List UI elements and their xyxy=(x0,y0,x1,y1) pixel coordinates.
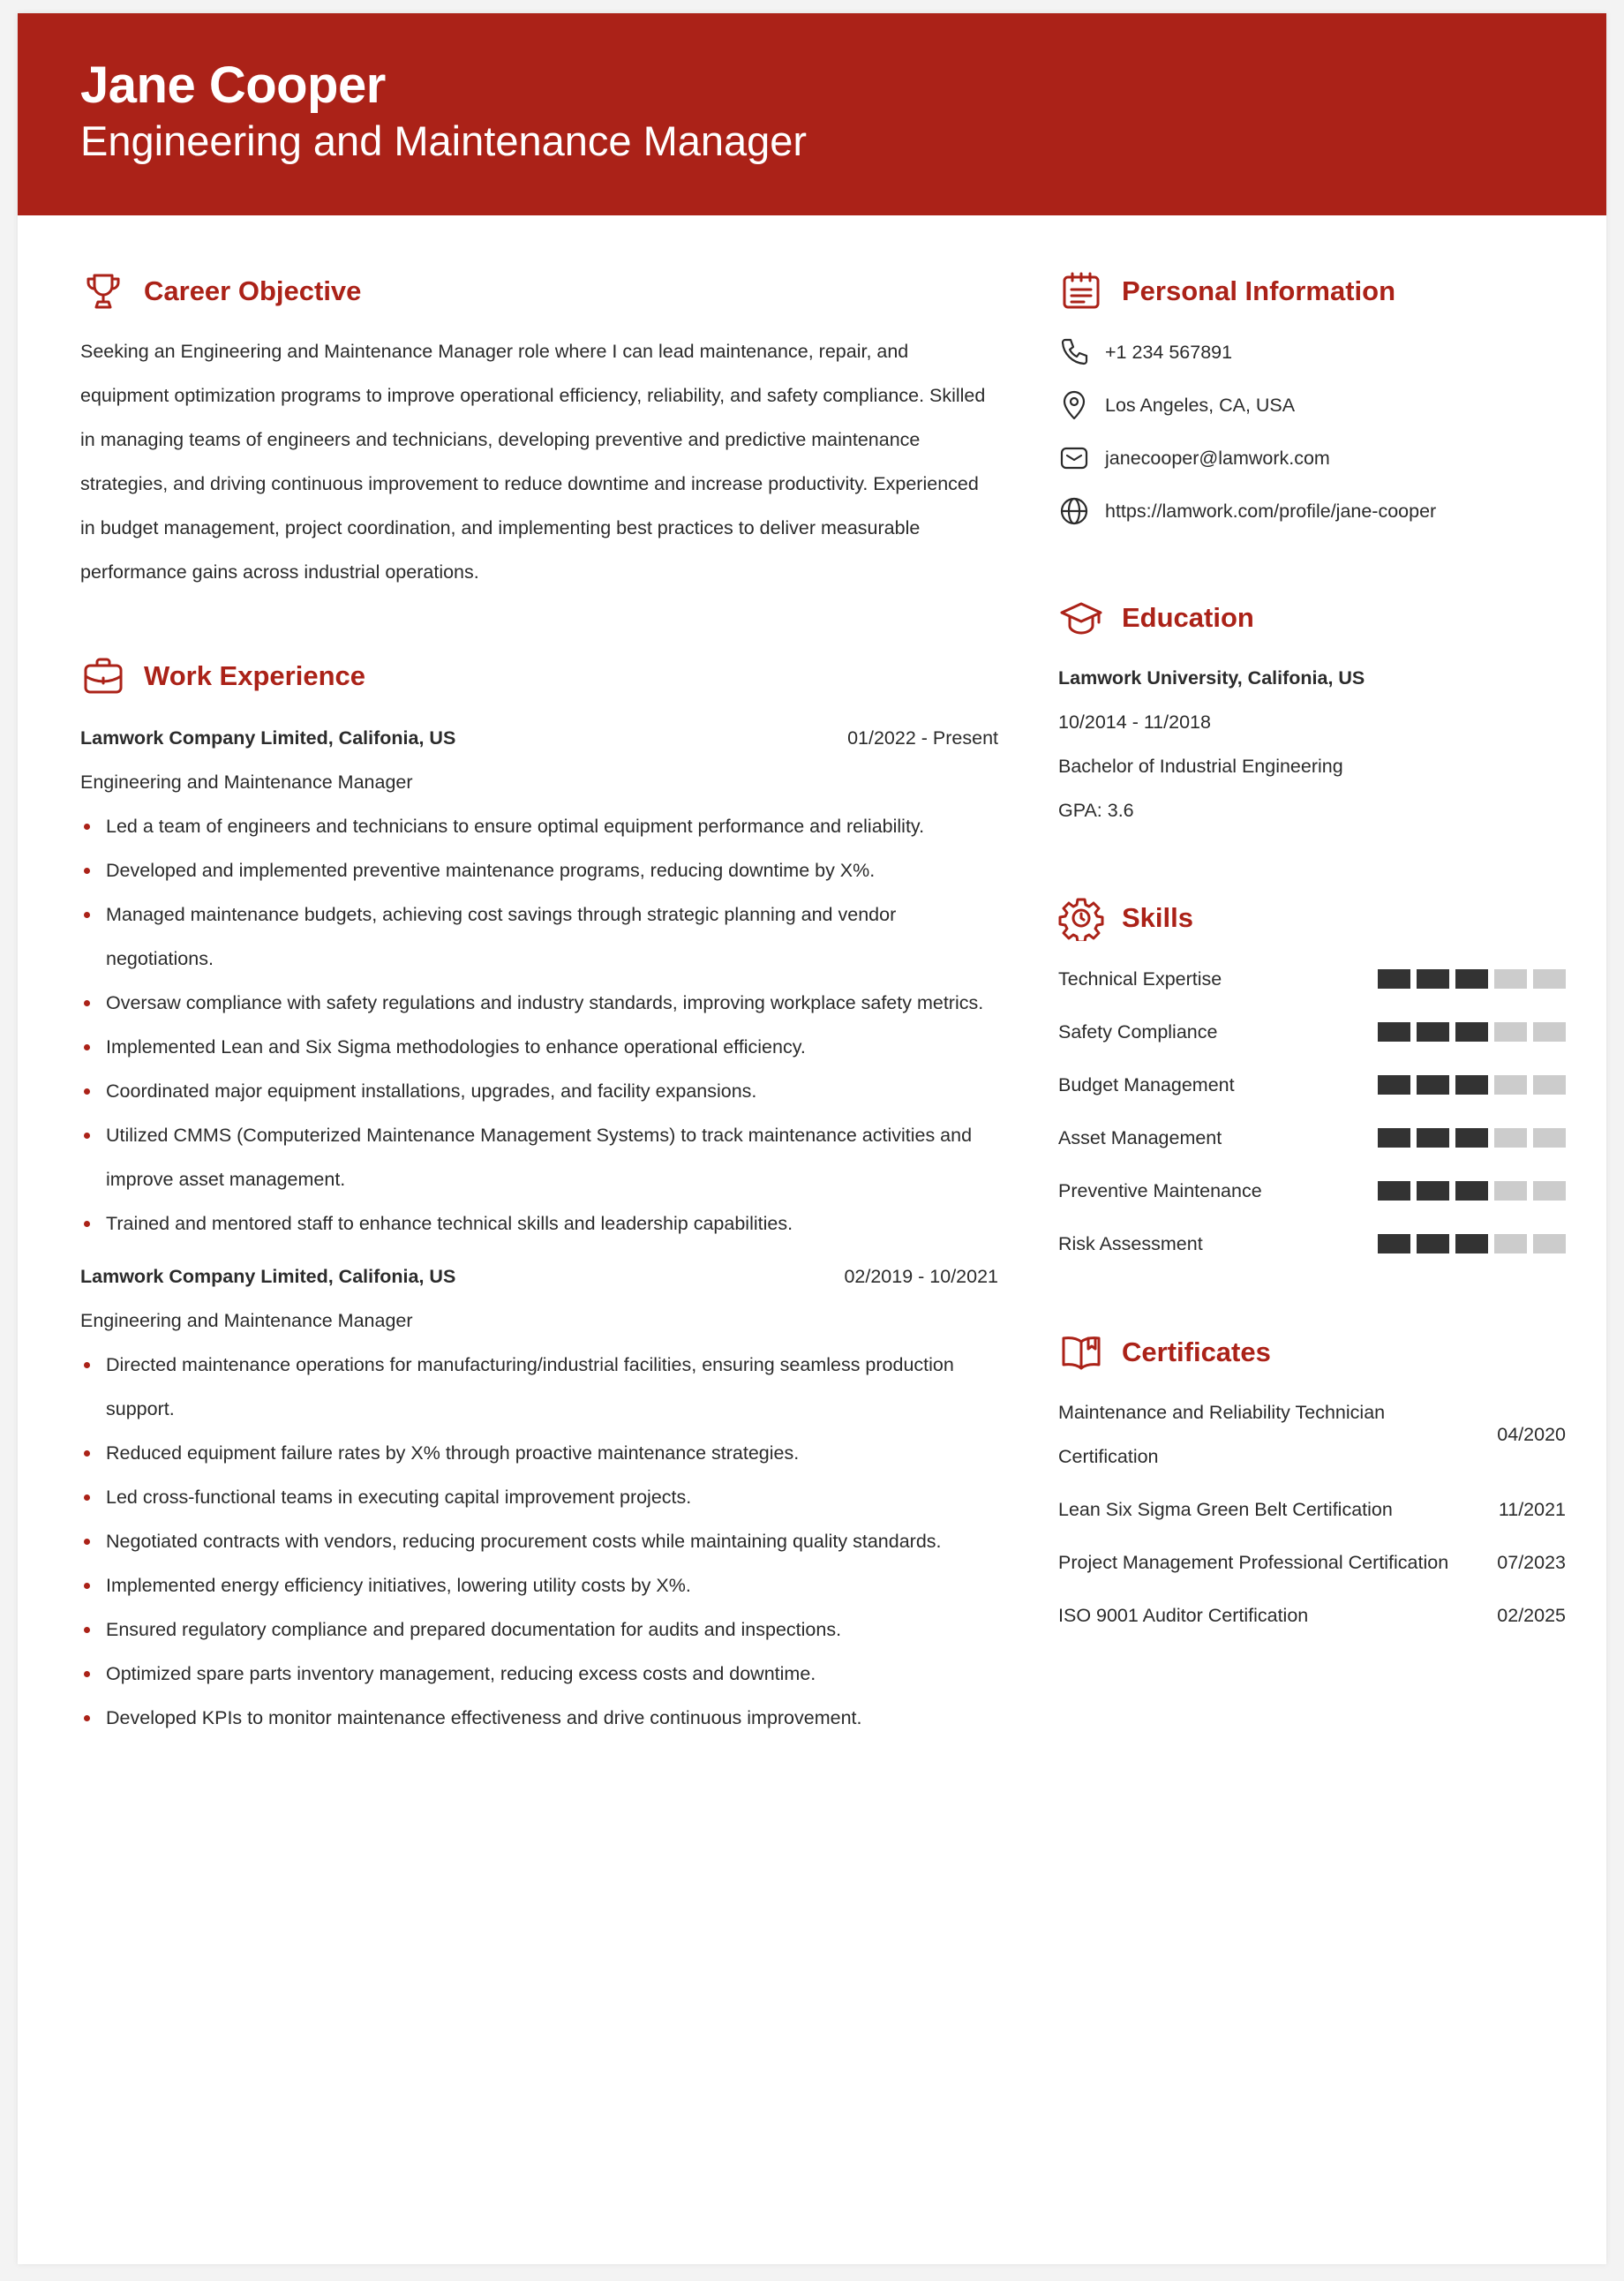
briefcase-icon xyxy=(80,653,126,699)
certificates-heading: Certificates xyxy=(1122,1336,1271,1367)
school-name: Lamwork University, Califonia, US xyxy=(1058,667,1365,689)
mail-icon xyxy=(1058,442,1090,474)
personal-information-heading: Personal Information xyxy=(1122,275,1396,306)
job-dates: 01/2022 - Present xyxy=(847,727,998,749)
skill-level-segment xyxy=(1455,969,1488,989)
location-pin-icon xyxy=(1058,389,1090,421)
job-header xyxy=(80,1254,998,1299)
skill-level-meter xyxy=(1378,1128,1566,1148)
resume-page xyxy=(18,13,1606,2264)
job-company: Lamwork Company Limited, Califonia, US xyxy=(80,1266,456,1287)
contact-location xyxy=(1058,379,1566,432)
section-heading xyxy=(1058,887,1566,949)
job-header xyxy=(80,716,998,760)
list-item: Developed and implemented preventive maintenance programs, reducing downtime by X%. xyxy=(80,848,998,892)
gpa: GPA: 3.6 xyxy=(1058,800,1134,821)
skill-level-segment xyxy=(1494,1128,1527,1148)
job-entry xyxy=(80,1254,998,1740)
phone-number: +1 234 567891 xyxy=(1105,341,1233,363)
education-dates: 10/2014 - 11/2018 xyxy=(1058,711,1211,733)
skill-level-segment xyxy=(1533,1022,1566,1042)
personal-information-section xyxy=(1058,260,1566,538)
contact-website xyxy=(1058,485,1566,538)
skill-level-segment xyxy=(1455,1181,1488,1201)
objective-text: Seeking an Engineering and Maintenance Manager role where I can lead maintenance, repair, and equipment optimization programs to improve operational efficiency, reliability, and safety compliance. Skilled in managing teams of engineers and technicians, developing preventive and predictive maintenance strategies, and driving continuous improvement to reduce downtime and increase productivity. Experienced in budget management, project coordination, and implementing best practices to deliver measurable performance gains across industrial operations. xyxy=(80,341,986,583)
list-item: Oversaw compliance with safety regulations and industry standards, improving workplace safety metrics. xyxy=(80,981,998,1025)
gear-icon xyxy=(1058,895,1104,941)
list-item: Led a team of engineers and technicians to ensure optimal equipment performance and reliability. xyxy=(80,804,998,848)
skill-row xyxy=(1058,1217,1566,1270)
job-dates: 02/2019 - 10/2021 xyxy=(844,1266,998,1287)
skills-section xyxy=(1058,887,1566,1270)
skill-level-meter xyxy=(1378,1075,1566,1095)
skill-level-segment xyxy=(1533,1075,1566,1095)
skill-level-segment xyxy=(1533,1181,1566,1201)
skill-level-segment xyxy=(1494,969,1527,989)
location-text: Los Angeles, CA, USA xyxy=(1105,394,1296,416)
certificate-item xyxy=(1058,1540,1566,1585)
skill-row xyxy=(1058,1164,1566,1217)
skill-level-segment xyxy=(1494,1234,1527,1253)
job-role: Engineering and Maintenance Manager xyxy=(80,772,413,793)
section-heading xyxy=(80,260,998,322)
skill-level-segment xyxy=(1378,1234,1410,1253)
skill-level-segment xyxy=(1455,1128,1488,1148)
left-column xyxy=(80,260,998,1740)
career-objective-section xyxy=(80,260,998,594)
certificate-name: ISO 9001 Auditor Certification xyxy=(1058,1605,1309,1626)
list-item: Coordinated major equipment installations, upgrades, and facility expansions. xyxy=(80,1069,998,1113)
certificate-item xyxy=(1058,1487,1566,1532)
certificate-name: Project Management Professional Certification xyxy=(1058,1552,1449,1573)
job-entry xyxy=(80,716,998,1246)
work-experience-section xyxy=(80,645,998,1740)
right-column xyxy=(1058,260,1566,1646)
certificate-name: Maintenance and Reliability Technician Certification xyxy=(1058,1402,1386,1467)
skill-level-segment xyxy=(1417,1022,1449,1042)
skill-row xyxy=(1058,1058,1566,1111)
education-section xyxy=(1058,587,1566,832)
list-item: Trained and mentored staff to enhance technical skills and leadership capabilities. xyxy=(80,1201,998,1246)
skill-name: Risk Assessment xyxy=(1058,1232,1203,1254)
list-item: Reduced equipment failure rates by X% through proactive maintenance strategies. xyxy=(80,1431,998,1475)
resume-header xyxy=(18,13,1606,215)
list-item: Led cross-functional teams in executing capital improvement projects. xyxy=(80,1475,998,1519)
work-experience-heading: Work Experience xyxy=(144,660,365,691)
skill-name: Technical Expertise xyxy=(1058,967,1222,990)
career-objective-heading: Career Objective xyxy=(144,275,362,306)
skill-level-segment xyxy=(1455,1234,1488,1253)
skill-level-segment xyxy=(1378,1075,1410,1095)
skill-row xyxy=(1058,1005,1566,1058)
skill-level-meter xyxy=(1378,1181,1566,1201)
section-heading xyxy=(1058,587,1566,649)
skill-level-segment xyxy=(1378,1022,1410,1042)
certificate-item xyxy=(1058,1593,1566,1637)
skill-level-segment xyxy=(1378,969,1410,989)
skill-level-segment xyxy=(1455,1075,1488,1095)
degree: Bachelor of Industrial Engineering xyxy=(1058,756,1343,777)
skill-level-segment xyxy=(1494,1075,1527,1095)
email-text[interactable]: janecooper@lamwork.com xyxy=(1105,447,1330,469)
certificate-name: Lean Six Sigma Green Belt Certification xyxy=(1058,1499,1393,1520)
skill-level-meter xyxy=(1378,969,1566,989)
section-heading xyxy=(1058,260,1566,322)
skill-level-segment xyxy=(1533,1128,1566,1148)
candidate-title: Engineering and Maintenance Manager xyxy=(80,117,808,164)
skill-level-segment xyxy=(1417,969,1449,989)
job-company: Lamwork Company Limited, Califonia, US xyxy=(80,727,456,749)
globe-icon xyxy=(1058,495,1090,527)
skill-name: Safety Compliance xyxy=(1058,1020,1218,1043)
certificate-date: 07/2023 xyxy=(1497,1552,1566,1573)
certificate-item xyxy=(1058,1390,1566,1479)
skill-level-segment xyxy=(1378,1181,1410,1201)
list-item: Implemented Lean and Six Sigma methodologies to enhance operational efficiency. xyxy=(80,1025,998,1069)
website-link[interactable]: https://lamwork.com/profile/jane-cooper xyxy=(1105,500,1437,522)
skill-level-segment xyxy=(1417,1075,1449,1095)
skill-level-segment xyxy=(1494,1022,1527,1042)
contact-email xyxy=(1058,432,1566,485)
certificate-date: 02/2025 xyxy=(1497,1605,1566,1626)
list-item: Managed maintenance budgets, achieving cost savings through strategic planning and vendor negotiations. xyxy=(80,892,998,981)
skill-level-segment xyxy=(1417,1181,1449,1201)
skill-level-segment xyxy=(1417,1128,1449,1148)
section-heading xyxy=(1058,1321,1566,1383)
skill-name: Preventive Maintenance xyxy=(1058,1179,1262,1201)
certificate-date: 04/2020 xyxy=(1497,1424,1566,1445)
candidate-name: Jane Cooper xyxy=(80,56,386,114)
job-role: Engineering and Maintenance Manager xyxy=(80,1310,413,1331)
contact-list xyxy=(1058,326,1566,538)
skill-level-segment xyxy=(1533,969,1566,989)
certificate-date: 11/2021 xyxy=(1498,1499,1566,1520)
skill-level-segment xyxy=(1533,1234,1566,1253)
job-bullets xyxy=(80,1343,998,1740)
calendar-notes-icon xyxy=(1058,268,1104,314)
education-heading: Education xyxy=(1122,602,1254,633)
list-item: Developed KPIs to monitor maintenance effectiveness and drive continuous improvement. xyxy=(80,1696,998,1740)
skill-name: Asset Management xyxy=(1058,1126,1222,1148)
phone-icon xyxy=(1058,336,1090,368)
skills-list xyxy=(1058,952,1566,1270)
certificates-list xyxy=(1058,1390,1566,1637)
skill-level-segment xyxy=(1494,1181,1527,1201)
section-heading xyxy=(80,645,998,707)
list-item: Negotiated contracts with vendors, reducing procurement costs while maintaining quality standards. xyxy=(80,1519,998,1563)
trophy-icon xyxy=(80,268,126,314)
skill-level-meter xyxy=(1378,1022,1566,1042)
skill-row xyxy=(1058,1111,1566,1164)
skill-name: Budget Management xyxy=(1058,1073,1235,1095)
contact-phone xyxy=(1058,326,1566,379)
certificates-section xyxy=(1058,1321,1566,1637)
list-item: Implemented energy efficiency initiatives, lowering utility costs by X%. xyxy=(80,1563,998,1607)
list-item: Optimized spare parts inventory management, reducing excess costs and downtime. xyxy=(80,1652,998,1696)
open-book-icon xyxy=(1058,1329,1104,1375)
skill-level-segment xyxy=(1417,1234,1449,1253)
list-item: Ensured regulatory compliance and prepared documentation for audits and inspections. xyxy=(80,1607,998,1652)
list-item: Directed maintenance operations for manufacturing/industrial facilities, ensuring seamless production support. xyxy=(80,1343,998,1431)
skills-heading: Skills xyxy=(1122,902,1193,933)
skill-level-segment xyxy=(1455,1022,1488,1042)
job-bullets xyxy=(80,804,998,1246)
education-entry xyxy=(1058,656,1566,832)
skill-level-meter xyxy=(1378,1234,1566,1253)
list-item: Utilized CMMS (Computerized Maintenance Management Systems) to track maintenance activities and improve asset management. xyxy=(80,1113,998,1201)
graduation-cap-icon xyxy=(1058,595,1104,641)
skill-level-segment xyxy=(1378,1128,1410,1148)
skill-row xyxy=(1058,952,1566,1005)
